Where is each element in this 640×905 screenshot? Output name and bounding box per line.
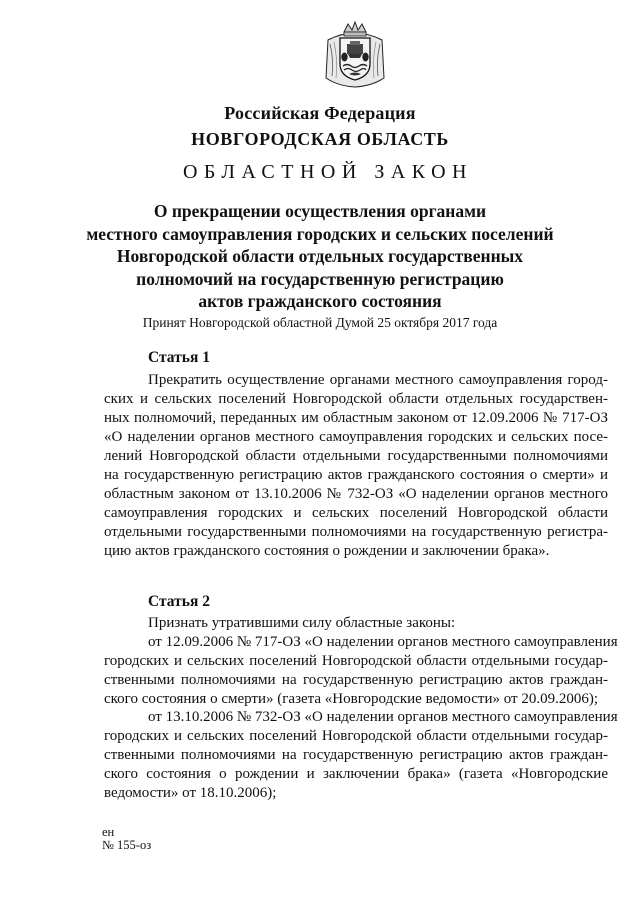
- text-line: ственными полномочиями на государственную регистрацию актов граждан-: [104, 672, 608, 688]
- text-line: областным законом от 13.10.2006 № 732-ОЗ «О наделении органов местного: [104, 486, 608, 502]
- text-line: городских и сельских поселений Новгородской области отдельными государ-: [104, 728, 608, 744]
- coat-of-arms-emblem: [322, 20, 388, 88]
- text-line: самоуправления городских и сельских поселений Новгородской области: [104, 505, 608, 521]
- article-2-heading: Статья 2: [148, 593, 210, 610]
- text-line: от 13.10.2006 № 732-ОЗ «О наделении органов местного самоуправления: [148, 709, 618, 725]
- text-line: на государственную регистрацию актов гражданского состояния о смерти» и: [104, 467, 608, 483]
- document-type: ОБЛАСТНОЙ ЗАКОН: [182, 161, 474, 183]
- law-title-line: Новгородской области отдельных государственных: [116, 246, 524, 266]
- text-line: Признать утратившими силу областные законы:: [148, 615, 456, 631]
- text-line: ных полномочий, переданных им областным законом от 12.09.2006 № 717-ОЗ: [104, 410, 608, 426]
- article-1-heading: Статья 1: [148, 349, 210, 366]
- article-1-text: [104, 371, 608, 561]
- text-line: ского состояния о смерти» (газета «Новгородские ведомости» от 20.09.2006);: [104, 691, 599, 707]
- region-name: НОВГОРОДСКАЯ ОБЛАСТЬ: [191, 129, 449, 149]
- text-line: ских и сельских поселений Новгородской области отдельных государствен-: [104, 391, 608, 407]
- law-title: [0, 200, 640, 313]
- law-title-line: местного самоуправления городских и сельских поселений: [86, 223, 554, 244]
- text-line: городских и сельских поселений Новгородской области отдельными государ-: [104, 653, 608, 669]
- text-line: отдельными государственными полномочиями на государственную регистра-: [104, 524, 608, 540]
- text-line: ведомости» от 18.10.2006);: [104, 785, 277, 801]
- article-2-intro: [104, 614, 608, 633]
- text-line: ственными полномочиями на государственную регистрацию актов граждан-: [104, 747, 608, 763]
- law-title-line: О прекращении осуществления органами: [153, 201, 487, 221]
- article-2-item-1: [104, 633, 618, 709]
- adoption-note: Принят Новгородской областной Думой 25 октября 2017 года: [142, 315, 498, 330]
- footer-initials: ен: [102, 825, 115, 839]
- footer-reference: [102, 826, 151, 852]
- text-line: от 12.09.2006 № 717-ОЗ «О наделении органов местного самоуправления: [148, 634, 618, 650]
- footer-number: № 155-оз: [102, 838, 152, 852]
- text-line: «О наделении органов местного самоуправления городских и сельских посе-: [104, 429, 608, 445]
- text-line: ского состояния о рождении и заключении брака» (газета «Новгородские: [104, 766, 608, 782]
- law-title-line: актов гражданского состояния: [198, 291, 442, 311]
- text-line: цию актов гражданского состояния о рождении и заключении брака».: [104, 543, 550, 559]
- law-title-line: полномочий на государственную регистрацию: [136, 268, 504, 289]
- text-line: лений Новгородской области отдельными государственными полномочиями: [104, 448, 608, 464]
- country-name: Российская Федерация: [224, 103, 416, 123]
- article-2-item-2: [104, 708, 618, 803]
- text-line: Прекратить осуществление органами местного самоуправления город-: [148, 372, 608, 388]
